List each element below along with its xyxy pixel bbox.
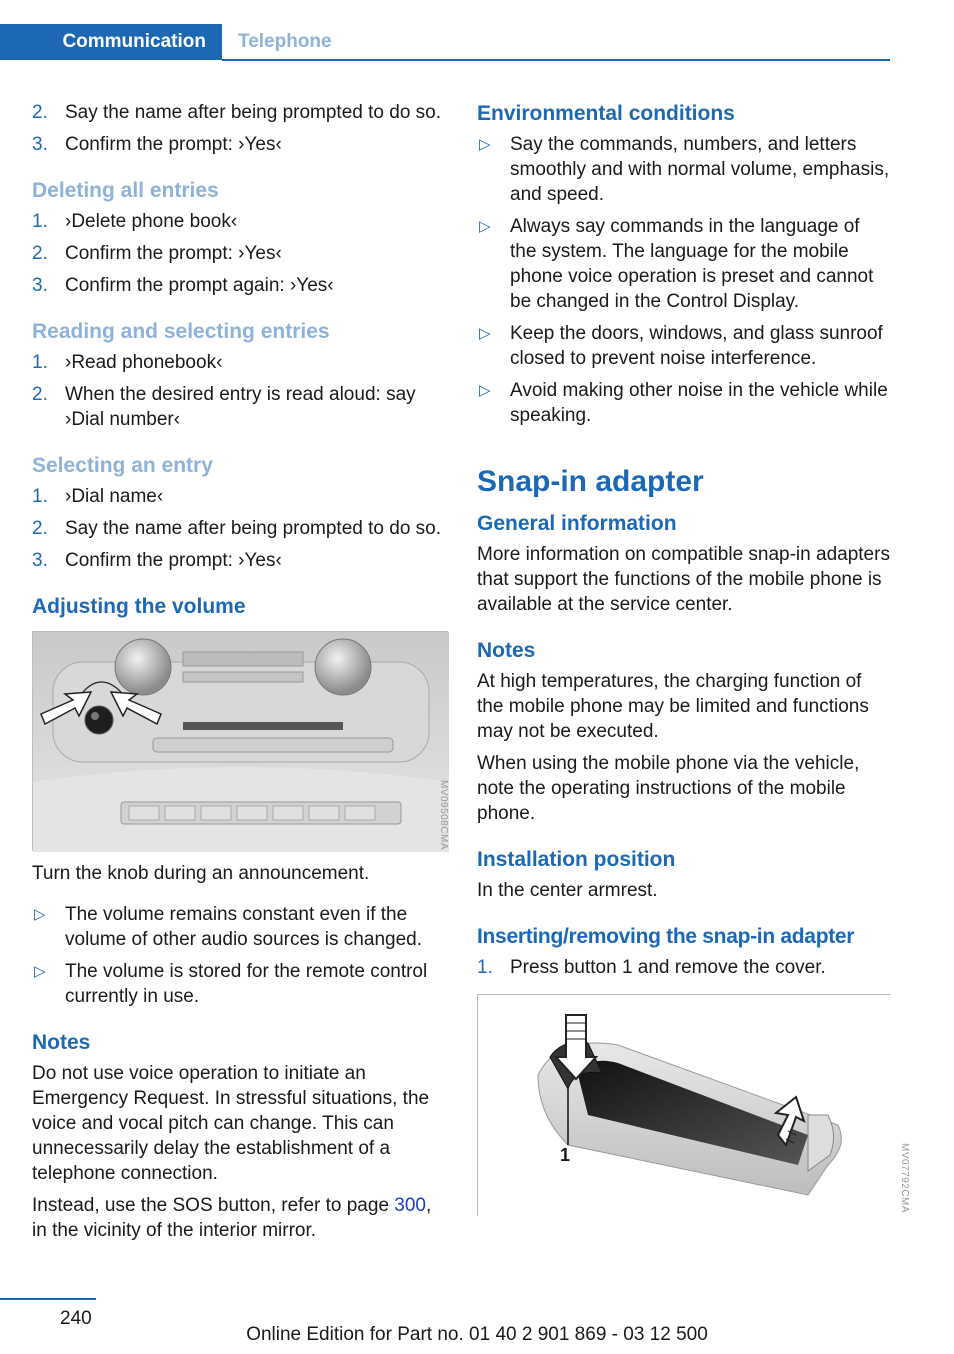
text-segment: Instead, use the SOS button, refer to page	[32, 1195, 395, 1216]
step-number: 2.	[32, 518, 48, 539]
bullet-icon: ▷	[34, 963, 46, 980]
step-text: Confirm the prompt: ›Yes‹	[65, 134, 282, 155]
heading-snap-in-adapter: Snap-in adapter	[477, 465, 704, 498]
insert-steps	[477, 955, 891, 980]
list-item	[477, 955, 891, 980]
header-divider	[222, 59, 890, 61]
step-number: 2.	[32, 384, 48, 405]
step-text: Say the name after being prompted to do so.	[65, 518, 442, 539]
page-link[interactable]: 300	[394, 1195, 426, 1216]
bullet-text: Avoid making other noise in the vehicle while speaking.	[510, 380, 888, 426]
heading-notes: Notes	[32, 1031, 91, 1054]
step-number: 1.	[32, 211, 48, 232]
step-text: Confirm the prompt again: ›Yes‹	[65, 275, 334, 296]
callout-label: 1	[560, 1145, 571, 1165]
step-text: ›Read phonebook‹	[65, 352, 223, 373]
list-item	[32, 516, 448, 541]
heading-notes-right: Notes	[477, 639, 536, 662]
step-number: 3.	[32, 275, 48, 296]
bullet-icon: ▷	[479, 325, 491, 342]
volume-knob-figure	[32, 631, 448, 851]
edition-text: Online Edition for Part no. 01 40 2 901 869 - 03 12 500	[246, 1324, 708, 1345]
list-item	[32, 382, 448, 432]
list-item	[477, 132, 891, 207]
turn-knob-text: Turn the knob during an announcement.	[32, 863, 370, 884]
list-item	[32, 959, 448, 1009]
page-header	[0, 24, 890, 62]
heading-adjusting-volume: Adjusting the volume	[32, 595, 246, 618]
list-item	[477, 378, 891, 428]
selecting-steps	[32, 484, 448, 573]
bullet-text: Always say commands in the language of the system. The language for the mobile phone voice operation is preset and cannot be changed in the Control Display.	[510, 216, 874, 312]
heading-deleting-entries: Deleting all entries	[32, 179, 219, 202]
heading-inserting-removing: Inserting/removing the snap-in adapter	[477, 925, 855, 948]
step-text: Confirm the prompt: ›Yes‹	[65, 550, 282, 571]
step-number: 2.	[32, 243, 48, 264]
step-number: 1.	[477, 957, 493, 978]
step-text: ›Delete phone book‹	[65, 211, 238, 232]
right-column	[477, 100, 910, 1216]
environment-bullets	[477, 132, 891, 428]
footer-divider	[0, 1298, 96, 1300]
bullet-text: Keep the doors, windows, and glass sunroof closed to prevent noise interference.	[510, 323, 883, 369]
list-item	[32, 350, 448, 375]
step-text: Say the name after being prompted to do so.	[65, 102, 442, 123]
bullet-icon: ▷	[479, 218, 491, 235]
snap-in-adapter-figure	[477, 994, 910, 1216]
figure-code: MV09508CMA	[438, 780, 449, 851]
text-segment: , in the vicinity of the interior mirror.	[32, 1195, 432, 1241]
step-number: 3.	[32, 134, 48, 155]
step-number: 1.	[32, 486, 48, 507]
bullet-icon: ▷	[479, 382, 491, 399]
figure-code: MV07792CMA	[899, 1143, 910, 1214]
step-text: ›Dial name‹	[65, 486, 164, 507]
installation-paragraph: In the center armrest.	[477, 880, 658, 901]
deleting-steps	[32, 209, 448, 298]
volume-bullets	[32, 902, 448, 1009]
list-item	[32, 273, 448, 298]
notes-paragraph: At high temperatures, the charging function of the mobile phone may be limited and functions may not be executed.	[477, 671, 869, 742]
heading-environmental-conditions: Environmental conditions	[477, 102, 735, 125]
list-item	[477, 321, 891, 371]
notes-paragraph-sos	[32, 1193, 448, 1243]
page-number: 240	[60, 1308, 92, 1329]
bullet-icon: ▷	[34, 906, 46, 923]
notes-paragraph: When using the mobile phone via the vehicle, note the operating instructions of the mobile phone.	[477, 753, 860, 824]
step-number: 1.	[32, 352, 48, 373]
step-text: When the desired entry is read aloud: say ›Dial number‹	[65, 384, 416, 430]
dashboard-illustration	[33, 632, 449, 852]
list-item	[32, 902, 448, 952]
list-item	[32, 132, 448, 157]
bullet-icon: ▷	[479, 136, 491, 153]
bullet-text: Say the commands, numbers, and letters smoothly and with normal volume, emphasis, and speed.	[510, 134, 890, 205]
list-item	[32, 484, 448, 509]
step-text: Press button 1 and remove the cover.	[510, 957, 826, 978]
heading-general-information: General information	[477, 512, 677, 535]
list-item	[32, 548, 448, 573]
list-item	[32, 209, 448, 234]
notes-paragraph: Do not use voice operation to initiate an Emergency Request. In stressful situations, the voice and vocal pitch can change. This can unnecessarily delay the establishment of a telephone connection.	[32, 1063, 430, 1184]
bullet-text: The volume remains constant even if the volume of other audio sources is changed.	[65, 904, 422, 950]
tab-communication[interactable]: Communication	[0, 24, 222, 60]
general-paragraph: More information on compatible snap-in adapters that support the functions of the mobile phone is available at the service center.	[477, 544, 890, 615]
step-text: Confirm the prompt: ›Yes‹	[65, 243, 282, 264]
tab-telephone[interactable]: Telephone	[238, 31, 332, 52]
armrest-illustration	[478, 995, 892, 1217]
steps-list-continued	[32, 100, 448, 157]
left-column	[32, 100, 448, 1250]
heading-reading-entries: Reading and selecting entries	[32, 320, 330, 343]
list-item	[32, 241, 448, 266]
heading-installation-position: Installation position	[477, 848, 676, 871]
step-number: 3.	[32, 550, 48, 571]
heading-selecting-entry: Selecting an entry	[32, 454, 213, 477]
reading-steps	[32, 350, 448, 432]
bullet-text: The volume is stored for the remote control currently in use.	[65, 961, 428, 1007]
list-item	[477, 214, 891, 314]
step-number: 2.	[32, 102, 48, 123]
list-item	[32, 100, 448, 125]
